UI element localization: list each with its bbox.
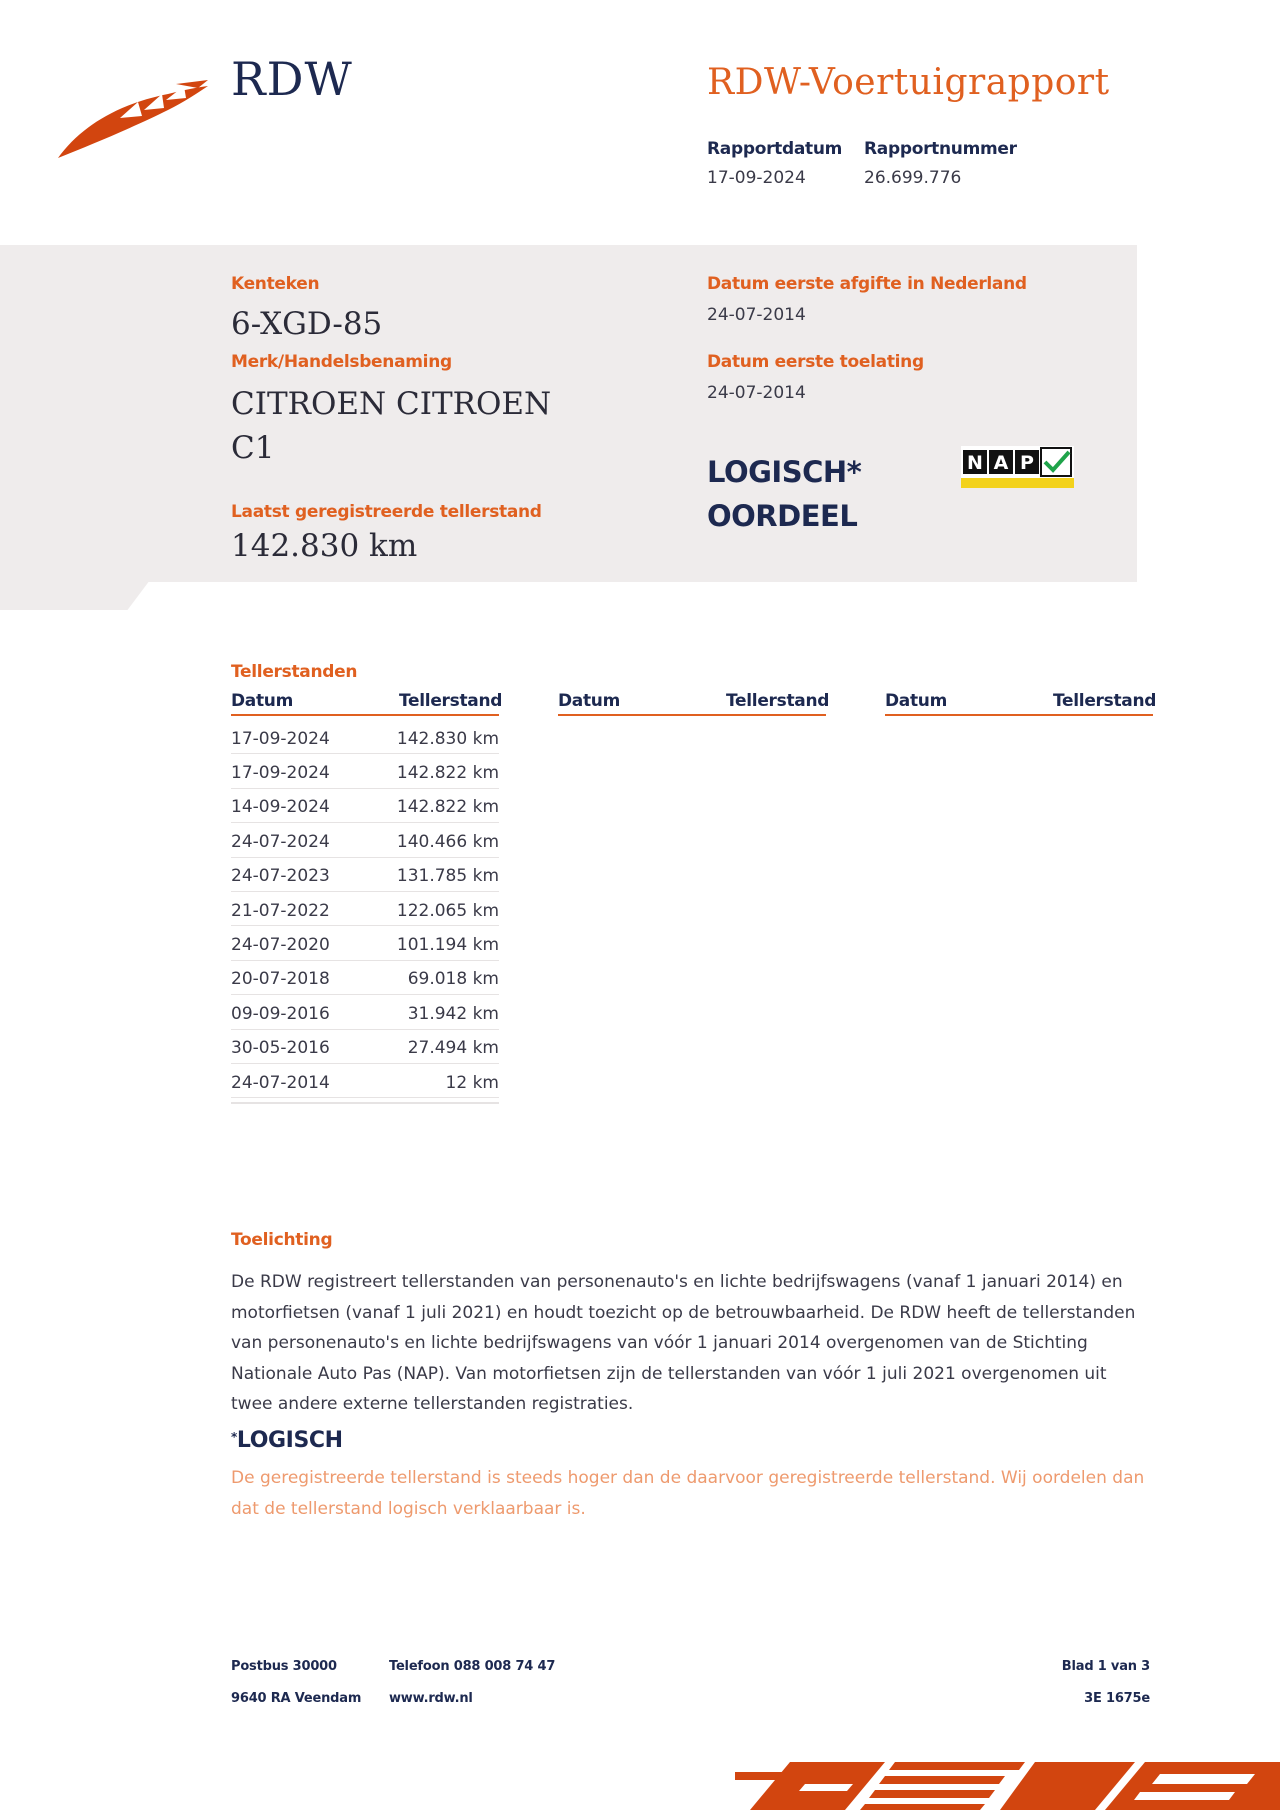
svg-text:P: P — [1020, 452, 1034, 474]
row-reading: 131.785 km — [396, 866, 499, 887]
table-row — [231, 892, 499, 926]
vehicle-summary-panel — [0, 245, 1137, 582]
make-line-2: C1 — [231, 430, 275, 466]
header-underline-2 — [558, 714, 826, 716]
table-row — [231, 858, 499, 892]
row-date: 24-07-2023 — [231, 866, 330, 887]
table-row — [231, 1064, 499, 1098]
first-nl-date: 24-07-2014 — [707, 305, 806, 325]
row-reading: 101.194 km — [396, 935, 499, 956]
plate-label: Kenteken — [231, 274, 320, 294]
logisch-body: De geregistreerde tellerstand is steeds hoger dan de daarvoor geregistreerde tellerstand. Wij oordelen dan dat de tellerstand logisch verklaarbaar is. — [231, 1468, 1145, 1519]
row-date: 21-07-2022 — [231, 900, 330, 921]
footer-code: 3E 1675e — [1084, 1691, 1150, 1706]
odometer-table-title: Tellerstanden — [231, 662, 358, 682]
row-date: 14-09-2024 — [231, 797, 330, 818]
table-row — [231, 789, 499, 823]
table-row — [231, 995, 499, 1029]
table-row — [231, 720, 499, 754]
table-row — [231, 1030, 499, 1064]
col-reading-3: Tellerstand — [1053, 691, 1157, 711]
table-bottom-rule — [231, 1102, 499, 1104]
logisch-marker: * — [231, 1430, 237, 1444]
header-underline-1 — [231, 714, 499, 716]
report-date-label: Rapportdatum — [707, 139, 843, 159]
row-reading: 12 km — [445, 1072, 499, 1093]
row-date: 17-09-2024 — [231, 728, 330, 749]
plate-value: 6-XGD-85 — [231, 306, 383, 342]
odometer-value: 142.830 km — [231, 528, 418, 564]
row-date: 24-07-2024 — [231, 831, 330, 852]
col-date-1: Datum — [231, 691, 294, 711]
verdict — [707, 450, 861, 538]
row-date: 09-09-2016 — [231, 1003, 330, 1024]
row-date: 20-07-2018 — [231, 969, 330, 990]
row-reading: 27.494 km — [407, 1038, 499, 1059]
explanation-body: De RDW registreert tellerstanden van personenauto's en lichte bedrijfswagens (vanaf 1 januari 2014) en motorfietsen (vanaf 1 juli 2021) en houdt toezicht op de betrouwbaarheid. De RDW heeft de tellerstanden van personenauto's en lichte bedrijfswagens van vóór 1 januari 2014 overgenomen van de Stichting Nationale Auto Pas (NAP). Van motorfietsen zijn de tellerstanden van vóór 1 juli 2021 overgenomen uit twee andere externe tellerstanden registraties. — [231, 1272, 1136, 1414]
footer-phone: Telefoon 088 008 74 47 — [389, 1659, 556, 1674]
verdict-line-2: OORDEEL — [707, 499, 858, 533]
col-date-2: Datum — [558, 691, 621, 711]
row-reading: 142.822 km — [396, 763, 499, 784]
footer-address: 9640 RA Veendam — [231, 1691, 362, 1706]
make-label: Merk/Handelsbenaming — [231, 352, 452, 372]
row-reading: 31.942 km — [407, 1003, 499, 1024]
table-row — [231, 926, 499, 960]
row-date: 30-05-2016 — [231, 1038, 330, 1059]
col-date-3: Datum — [885, 691, 948, 711]
row-reading: 142.830 km — [396, 728, 499, 749]
col-reading-2: Tellerstand — [726, 691, 830, 711]
footer-website[interactable]: www.rdw.nl — [389, 1691, 473, 1706]
logisch-heading — [231, 1428, 343, 1453]
header-underline-3 — [885, 714, 1153, 716]
row-date: 24-07-2020 — [231, 935, 330, 956]
row-reading: 69.018 km — [407, 969, 499, 990]
make-line-1: CITROEN CITROEN — [231, 386, 552, 422]
first-admission-label: Datum eerste toelating — [707, 352, 924, 372]
row-date: 17-09-2024 — [231, 763, 330, 784]
footer-page: Blad 1 van 3 — [1061, 1659, 1150, 1674]
first-admission-date: 24-07-2014 — [707, 383, 806, 403]
footer-postbus: Postbus 30000 — [231, 1659, 337, 1674]
first-nl-label: Datum eerste afgifte in Nederland — [707, 274, 1027, 294]
row-reading: 122.065 km — [396, 900, 499, 921]
row-date: 24-07-2014 — [231, 1072, 330, 1093]
row-reading: 142.822 km — [396, 797, 499, 818]
odometer-label: Laatst geregistreerde tellerstand — [231, 502, 542, 522]
report-number: 26.699.776 — [864, 168, 962, 188]
report-title: RDW-Voertuigrapport — [707, 62, 1110, 103]
report-date: 17-09-2024 — [707, 168, 806, 188]
footer-stripes-icon — [735, 1758, 1280, 1810]
nap-logo-icon — [961, 446, 1074, 488]
verdict-line-1: LOGISCH* — [707, 455, 862, 489]
table-row — [231, 961, 499, 995]
explanation-title: Toelichting — [231, 1230, 333, 1250]
panel-tail — [0, 580, 150, 610]
logisch-title: LOGISCH — [236, 1428, 343, 1453]
report-number-label: Rapportnummer — [864, 139, 1017, 159]
svg-text:A: A — [993, 452, 1009, 474]
svg-text:N: N — [967, 452, 983, 474]
table-row — [231, 754, 499, 788]
table-row — [231, 823, 499, 857]
col-reading-1: Tellerstand — [399, 691, 503, 711]
brand-name: RDW — [231, 52, 353, 106]
row-reading: 140.466 km — [396, 831, 499, 852]
odometer-rows — [231, 720, 499, 1098]
rdw-logo-icon — [58, 80, 208, 162]
